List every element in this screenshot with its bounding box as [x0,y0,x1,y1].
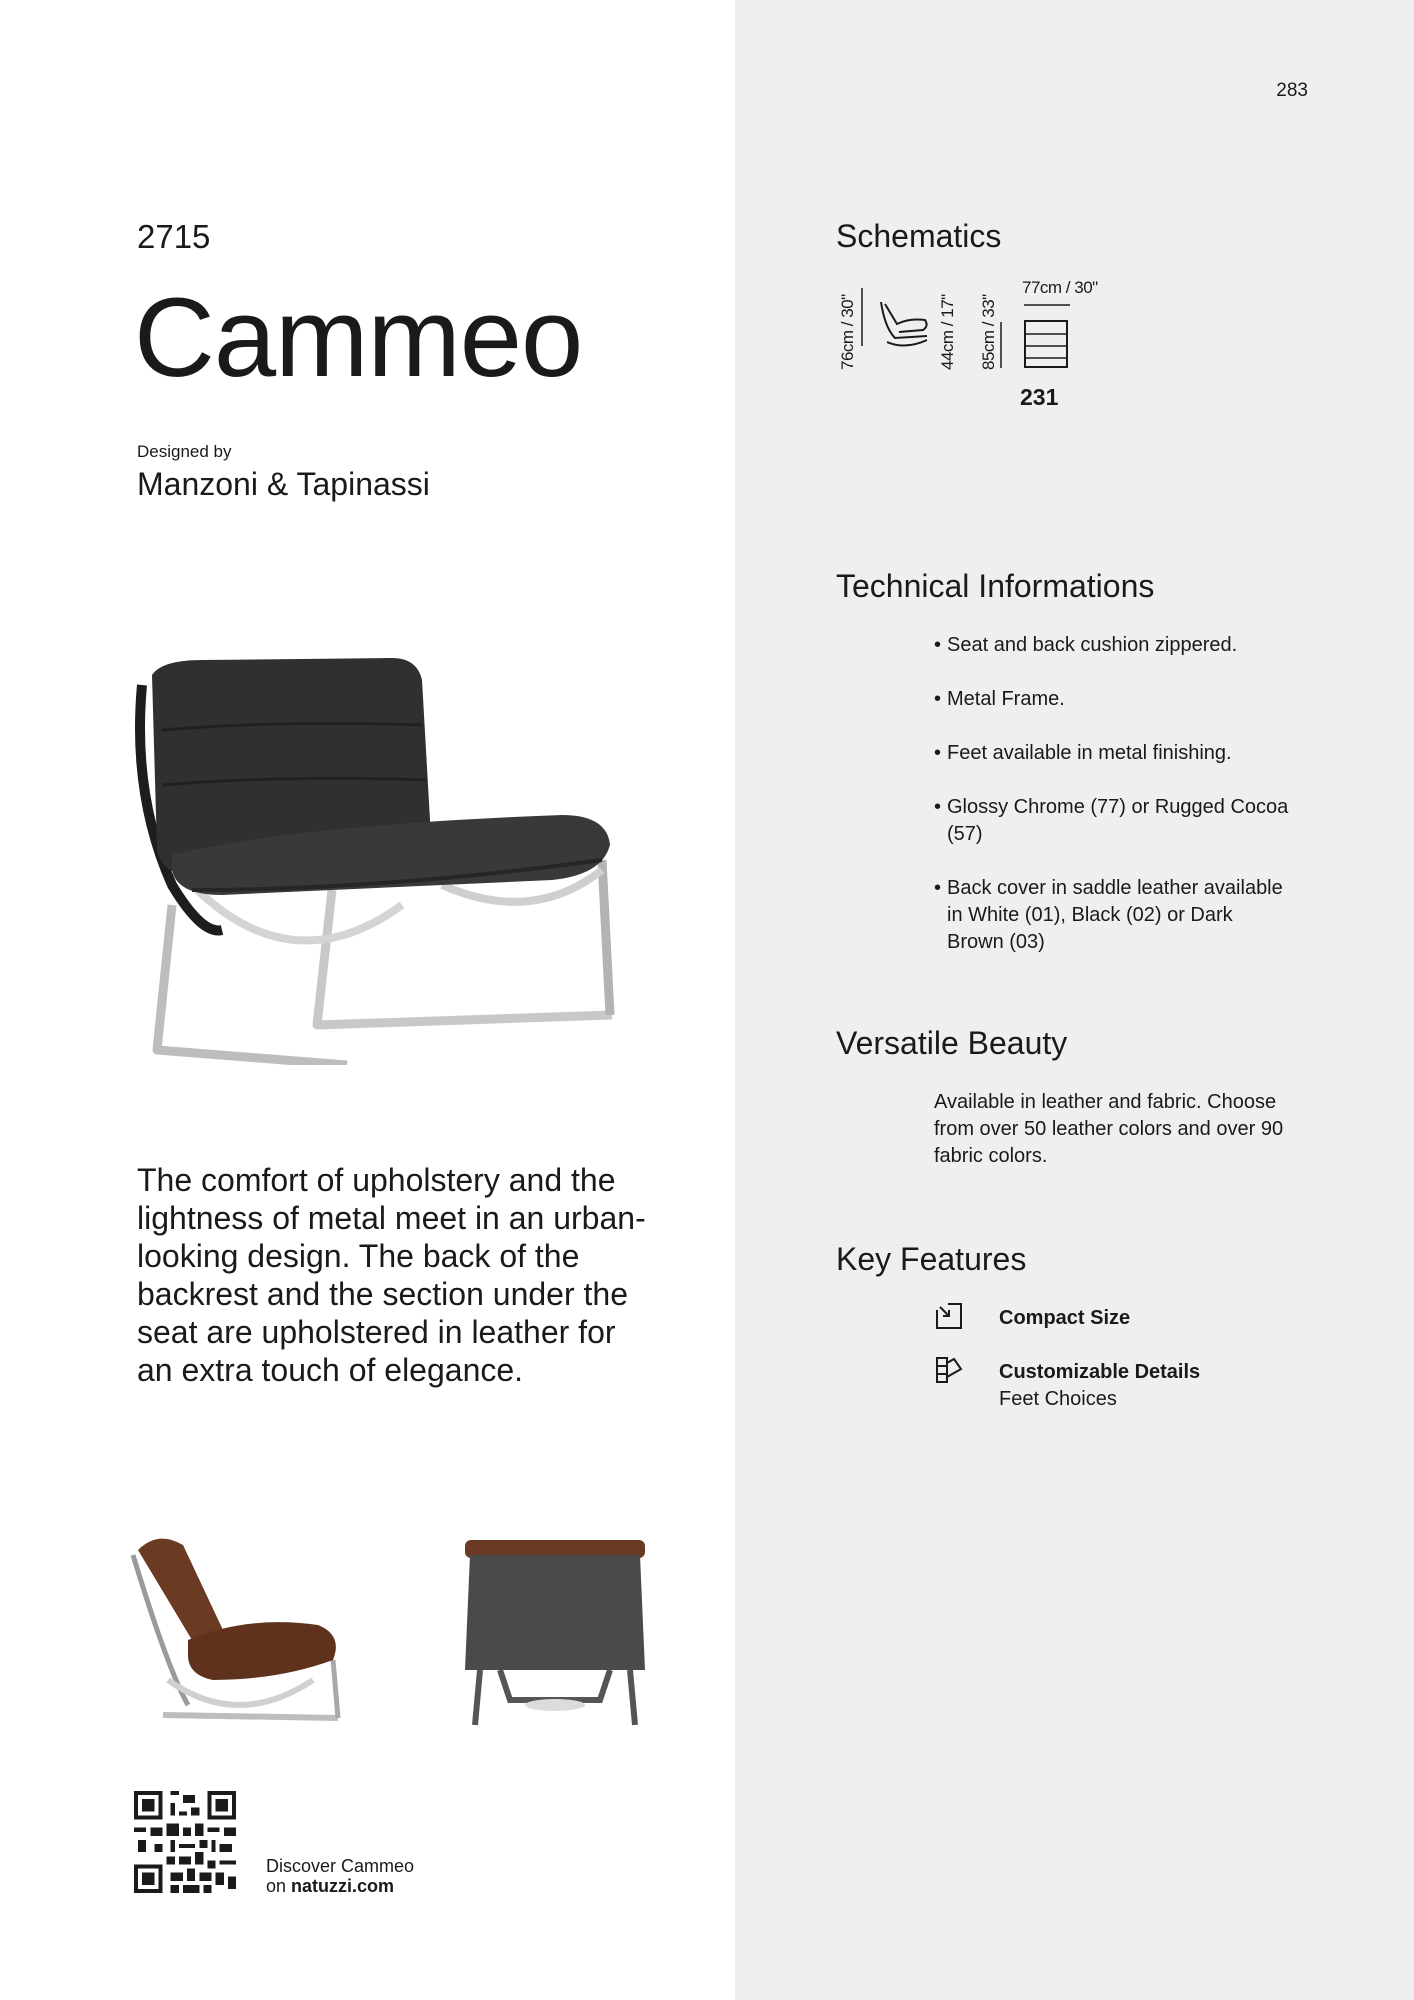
key-features-title: Key Features [836,1241,1027,1277]
designed-by-label: Designed by [137,442,232,461]
height-dimension: 76cm / 30" [838,294,857,370]
discover-line1: Discover Cammeo [266,1856,415,1876]
discover-prefix: on [266,1876,292,1896]
versatile-text: Available in leather and fabric. Choose from over 50 leather colors and over 90 fabric colors. [934,1091,1284,1167]
qr-code[interactable] [134,1791,236,1893]
technical-title: Technical Informations [836,568,1155,604]
feature-name: Customizable Details [999,1361,1201,1383]
schematics-diagram [832,272,1132,422]
back-view-photo [455,1535,655,1735]
technical-item: • Glossy Chrome (77) or Rugged Cocoa (57) [934,794,1294,848]
main-chair-photo [132,655,632,1065]
feature-compact-size [934,1305,1130,1332]
width-line-icon [1022,300,1072,310]
chair-front-schematic-icon [1022,318,1070,370]
model-number: 231 [1020,384,1059,410]
height-line-icon [856,286,868,348]
seat-height-dimension: 44cm / 17" [938,294,957,370]
chair-side-schematic-icon [877,298,932,348]
width-dimension: 77cm / 30" [1022,278,1098,297]
side-view-photo [128,1530,348,1730]
technical-item: • Feet available in metal finishing. [934,740,1294,767]
technical-item: • Back cover in saddle leather available in White (01), Black (02) or Dark Brown (03) [934,875,1294,956]
product-code: 2715 [137,218,211,255]
feature-customizable-details [934,1359,1200,1413]
compact-size-icon [934,1301,964,1331]
product-description: The comfort of upholstery and the lightness of metal meet in an urban-looking design. The back of the backrest and the section under the seat are upholstered in leather for an extra touch of elegance. [137,1162,646,1388]
feature-detail: Feet Choices [999,1388,1117,1410]
discover-link[interactable] [266,1856,414,1896]
depth-line-icon [996,320,1006,370]
versatile-title: Versatile Beauty [836,1025,1068,1061]
designer-name: Manzoni & Tapinassi [137,466,430,502]
technical-item: • Metal Frame. [934,686,1294,713]
customizable-icon [934,1355,964,1385]
page-number: 283 [1276,80,1308,101]
feature-name: Compact Size [999,1307,1131,1329]
schematics-title: Schematics [836,218,1002,254]
depth-dimension: 85cm / 33" [979,294,998,370]
technical-list [934,632,1294,983]
product-title: Cammeo [134,275,583,400]
discover-site[interactable]: natuzzi.com [291,1876,395,1896]
discover-line2 [266,1876,414,1896]
technical-item: • Seat and back cushion zippered. [934,632,1294,659]
